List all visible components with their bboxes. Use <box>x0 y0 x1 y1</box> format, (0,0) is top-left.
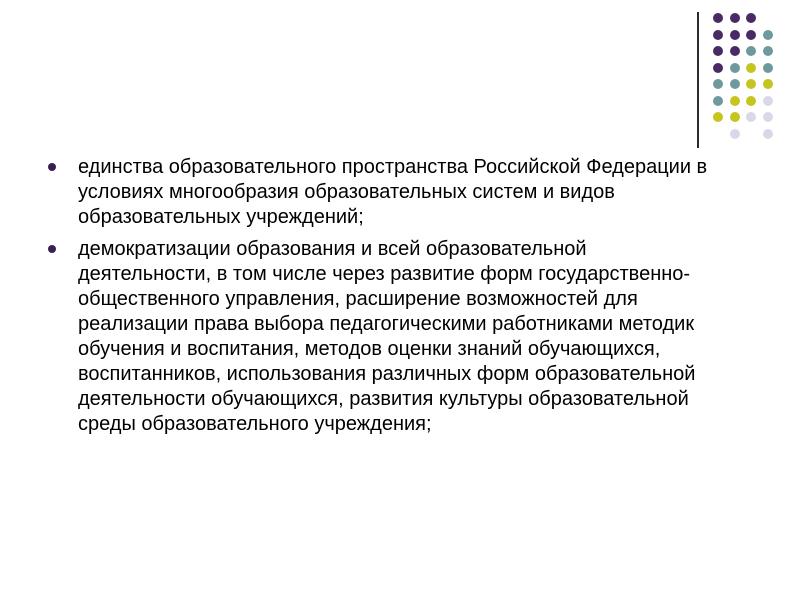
decorative-dot <box>713 112 723 122</box>
decorative-dot <box>730 63 740 73</box>
decorative-dot <box>763 30 773 40</box>
decorative-dot <box>763 63 773 73</box>
decorative-dot <box>730 13 740 23</box>
decorative-dot <box>713 63 723 73</box>
decorative-dot <box>746 96 756 106</box>
decorative-dot <box>746 112 756 122</box>
decorative-dot <box>763 129 773 139</box>
decorative-dot <box>730 129 740 139</box>
decorative-dot <box>730 112 740 122</box>
dot-grid-decoration <box>0 0 800 160</box>
decorative-dot <box>713 46 723 56</box>
decorative-dot <box>746 63 756 73</box>
decorative-dot <box>746 30 756 40</box>
decorative-dot <box>763 46 773 56</box>
bullet-dot-icon <box>48 245 56 253</box>
bullet-text: демократизации образования и всей образовательной деятельности, в том числе через развитие форм государственно-общественного управления, расширение возможностей для реализации права выбора педагогическими работниками методик обучения и воспитания, методов оценки знаний обучающихся, воспитанников, использования различных форм образовательной деятельности обучающихся, развития культуры образовательной среды образовательного учреждения; <box>78 238 696 435</box>
decorative-dot <box>746 13 756 23</box>
vertical-divider <box>697 12 699 148</box>
decorative-dot <box>713 13 723 23</box>
decorative-dot <box>713 30 723 40</box>
decorative-dot <box>713 79 723 89</box>
bullet-dot-icon <box>48 163 56 171</box>
decorative-dot <box>730 46 740 56</box>
decorative-dot <box>746 79 756 89</box>
decorative-dot <box>730 96 740 106</box>
decorative-dot <box>713 96 723 106</box>
decorative-dot <box>730 79 740 89</box>
decorative-dot <box>730 30 740 40</box>
bullet-list <box>48 155 708 437</box>
decorative-dot <box>746 46 756 56</box>
bullet-item <box>48 155 708 230</box>
decorative-dot <box>763 112 773 122</box>
decorative-dot <box>763 79 773 89</box>
decorative-dot <box>763 96 773 106</box>
bullet-item <box>48 237 708 437</box>
slide-content <box>48 155 708 444</box>
bullet-text: единства образовательного пространства Российской Федерации в условиях многообразия образовательных систем и видов образовательных учреждений; <box>78 156 708 228</box>
